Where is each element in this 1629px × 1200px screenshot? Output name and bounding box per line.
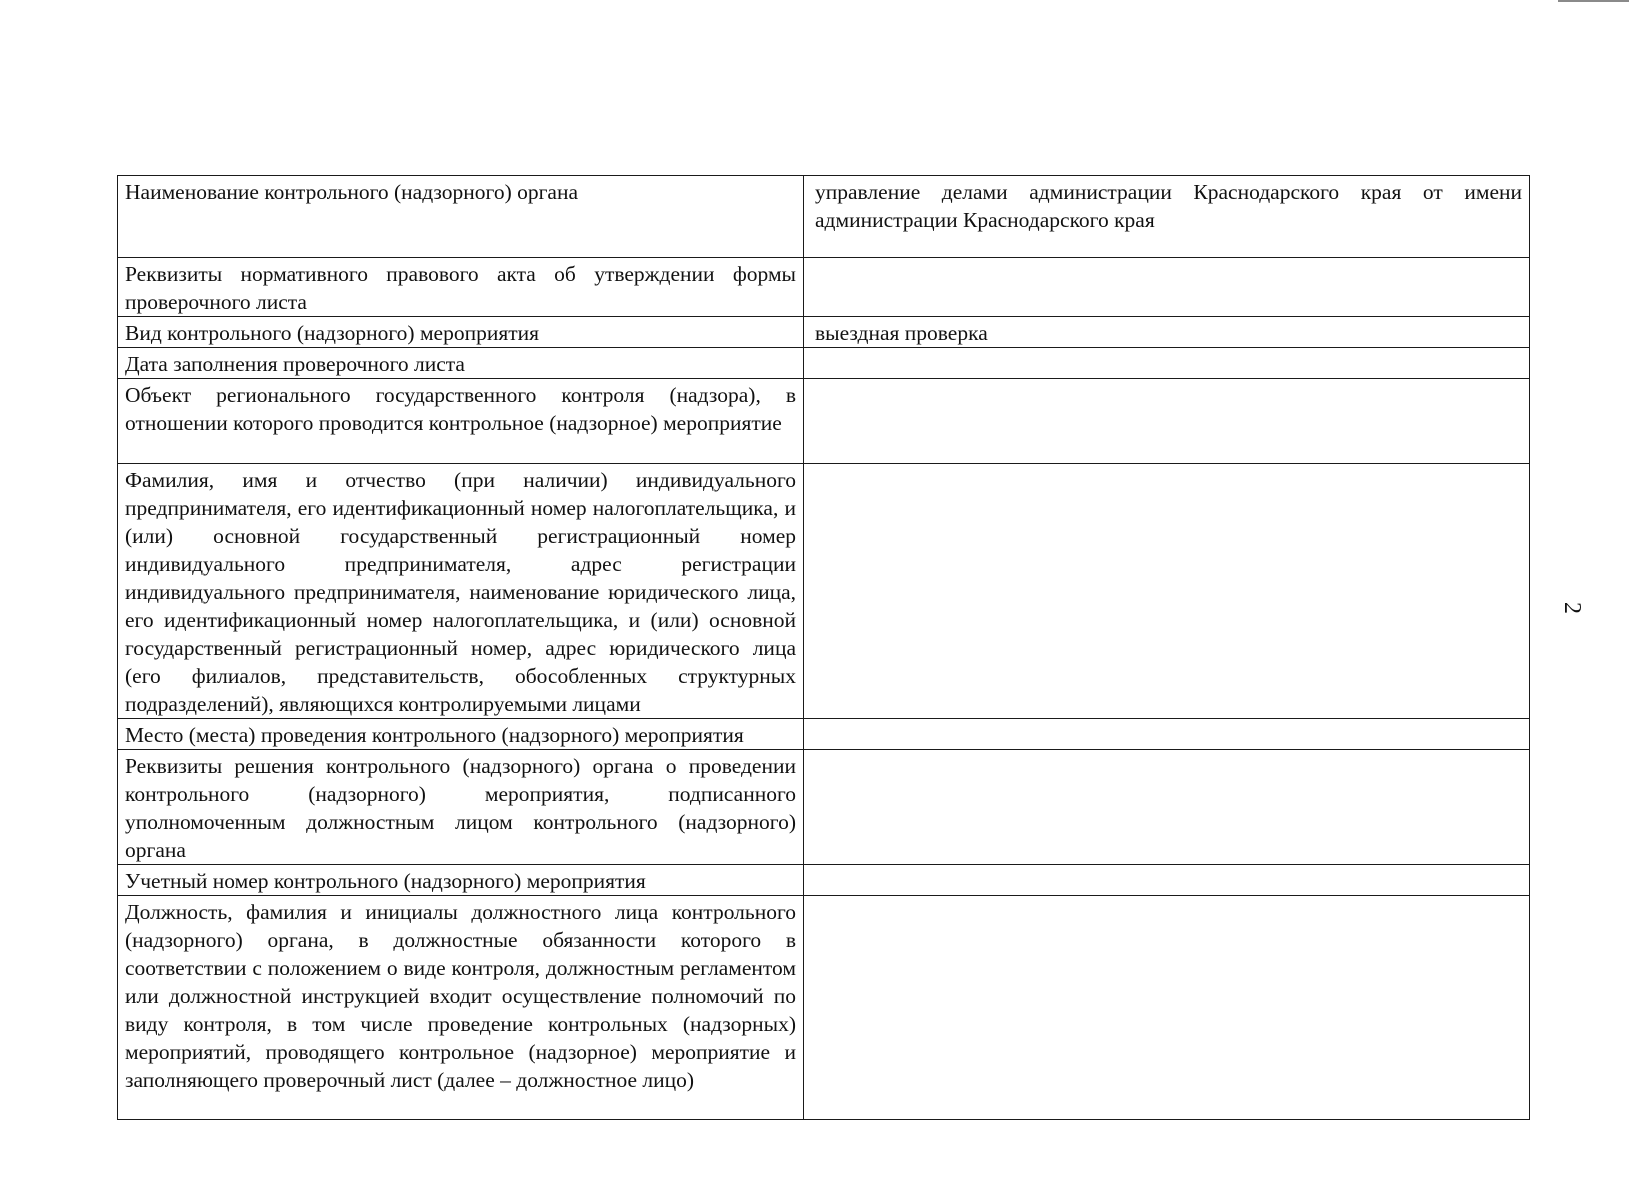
row-value-controlled-person [804, 464, 1530, 719]
row-label-controlled-person: Фамилия, имя и отчество (при наличии) индивидуального предпринимателя, его идентификационный номер налогоплательщика, и (или) основной государственный регистрационный номер индивидуального предпринимателя, адрес регистрации индивидуального предпринимателя, наименование юридического лица, его идентификационный номер налогоплательщика, и (или) основной государственный регистрационный номер, адрес юридического лица (его филиалов, представительств, обособленных структурных подразделений), являющихся контролируемыми лицами [118, 464, 804, 719]
checklist-header-table [117, 175, 1530, 1120]
table-row [118, 258, 1530, 317]
row-label-regulatory-act: Реквизиты нормативного правового акта об утверждении формы проверочного листа [118, 258, 804, 317]
table-row [118, 317, 1530, 348]
table-row [118, 750, 1530, 865]
row-value-fill-date [804, 348, 1530, 379]
page-number: 2 [1559, 602, 1585, 614]
row-label-control-object: Объект регионального государственного контроля (надзора), в отношении которого проводится контрольное (надзорное) мероприятие [118, 379, 804, 464]
row-value-decision-details [804, 750, 1530, 865]
table-row [118, 896, 1530, 1120]
row-label-event-place: Место (места) проведения контрольного (надзорного) мероприятия [118, 719, 804, 750]
table-row [118, 348, 1530, 379]
row-value-event-place [804, 719, 1530, 750]
row-label-event-type: Вид контрольного (надзорного) мероприятия [118, 317, 804, 348]
row-label-decision-details: Реквизиты решения контрольного (надзорного) органа о проведении контрольного (надзорного) мероприятия, подписанного уполномоченным должностным лицом контрольного (надзорного) органа [118, 750, 804, 865]
table-row [118, 176, 1530, 258]
table-row [118, 719, 1530, 750]
row-label-fill-date: Дата заполнения проверочного листа [118, 348, 804, 379]
row-value-official-person [804, 896, 1530, 1120]
row-value-control-object [804, 379, 1530, 464]
row-label-control-authority: Наименование контрольного (надзорного) органа [118, 176, 804, 258]
row-value-control-authority: управление делами администрации Краснодарского края от имени администрации Краснодарского края [804, 176, 1530, 258]
row-value-registration-number [804, 865, 1530, 896]
table-row [118, 865, 1530, 896]
row-label-official-person: Должность, фамилия и инициалы должностного лица контрольного (надзорного) органа, в должностные обязанности которого в соответствии с положением о виде контроля, должностным регламентом или должностной инструкцией входит осуществление полномочий по виду контроля, в том числе проведение контрольных (надзорных) мероприятий, проводящего контрольное (надзорное) мероприятие и заполняющего проверочный лист (далее – должностное лицо) [118, 896, 804, 1120]
row-value-event-type: выездная проверка [804, 317, 1530, 348]
row-value-regulatory-act [804, 258, 1530, 317]
scan-edge-mark [1558, 0, 1629, 2]
table-row [118, 379, 1530, 464]
row-label-registration-number: Учетный номер контрольного (надзорного) мероприятия [118, 865, 804, 896]
table-row [118, 464, 1530, 719]
